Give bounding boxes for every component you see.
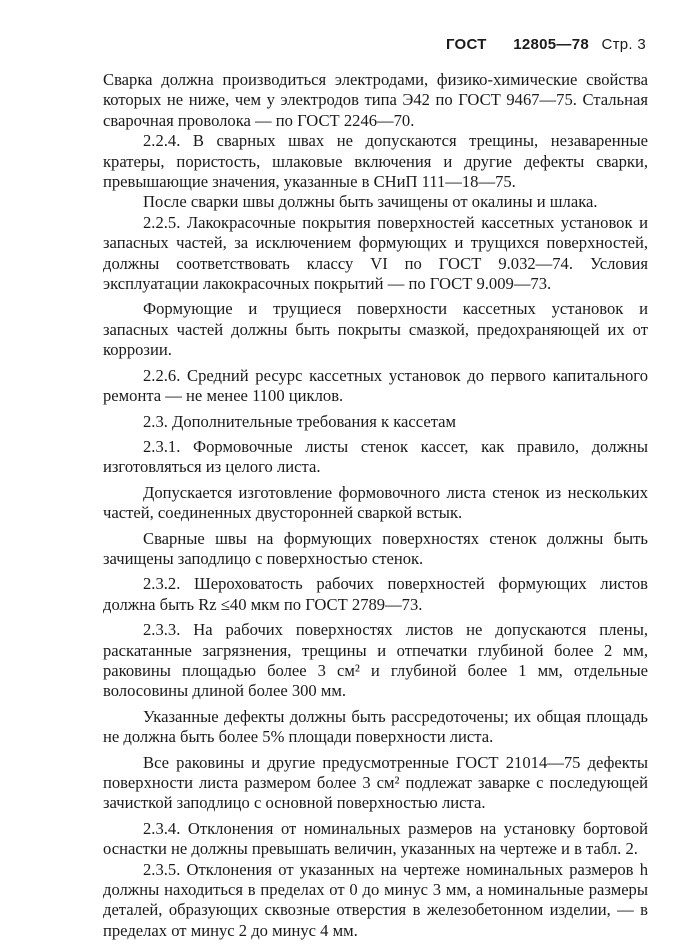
paragraph: 2.3.4. Отклонения от номинальных размеров на установку бортовой оснастки не должны превышать величин, указанных на чертеже и в табл. 2. <box>103 818 648 859</box>
paragraph: 2.3.3. На рабочих поверхностях листов не допускаются плены, раскатанные загрязнения, трещины и отпечатки глубиной более 2 мм, раковины площадью более 3 см² и глубиной более 1 мм, отдельные волосовины длиной более 300 мм. <box>103 620 648 701</box>
page-number: Стр. 3 <box>601 36 646 53</box>
paragraph: 2.3.2. Шероховатость рабочих поверхностей формующих листов должна быть Rz ≤40 мкм по ГОСТ 2789—73. <box>103 574 648 614</box>
paragraph: 2.2.4. В сварных швах не допускаются трещины, незаваренные кратеры, пористость, шлаковые включения и другие дефекты сварки, превышающие значения, указанные в СНиП 111—18—75. <box>103 131 648 192</box>
paragraph: Сварные швы на формующих поверхностях стенок должны быть зачищены заподлицо с поверхностью стенок. <box>103 528 648 568</box>
section-heading: 2.3. Дополнительные требования к кассетам <box>143 411 457 431</box>
paragraph: Допускается изготовление формовочного листа стенок из нескольких частей, соединенных двусторонней сваркой встык. <box>103 482 648 523</box>
standard-number: 12805—78 <box>513 36 589 53</box>
document-body <box>103 70 648 941</box>
paragraph: Сварка должна производиться электродами, физико-химические свойства которых не ниже, чем у электродов типа Э42 по ГОСТ 9467—75. Стальная сварочная проволока — по ГОСТ 2246—70. <box>103 70 648 130</box>
paragraph: 2.3.5. Отклонения от указанных на чертеже номинальных размеров h должны находиться в пределах от 0 до минус 3 мм, а номинальные размеры деталей, образующих сквозные отверстия в железобетонном изделии, — в пределах от минус 2 до минус 4 мм. <box>103 859 648 940</box>
paragraph: 2.2.5. Лакокрасочные покрытия поверхностей кассетных установок и запасных частей, за исключением формующих и трущихся поверхностей, должны соответствовать классу VI по ГОСТ 9.032—74. Условия эксплуатации лакокрасочных покрытий — по ГОСТ 9.009—73. <box>103 212 648 294</box>
paragraph: Все раковины и другие предусмотренные ГОСТ 21014—75 дефекты поверхности листа размером более 3 см² подлежат заварке с последующей зачисткой заподлицо с основной поверхностью листа. <box>103 752 648 813</box>
paragraph: 2.3.1. Формовочные листы стенок кассет, как правило, должны изготовляться из целого листа. <box>103 436 648 477</box>
page-header <box>446 36 646 53</box>
paragraph: Указанные дефекты должны быть рассредоточены; их общая площадь не должна быть более 5% площади поверхности листа. <box>103 706 648 747</box>
paragraph: 2.2.6. Средний ресурс кассетных установок до первого капитального ремонта — не менее 1100 циклов. <box>103 365 648 406</box>
paragraph: Формующие и трущиеся поверхности кассетных установок и запасных частей должны быть покрыты смазкой, предохраняющей их от коррозии. <box>103 299 648 360</box>
paragraph: После сварки швы должны быть зачищены от окалины и шлака. <box>143 192 598 212</box>
standard-label: ГОСТ <box>445 36 487 53</box>
